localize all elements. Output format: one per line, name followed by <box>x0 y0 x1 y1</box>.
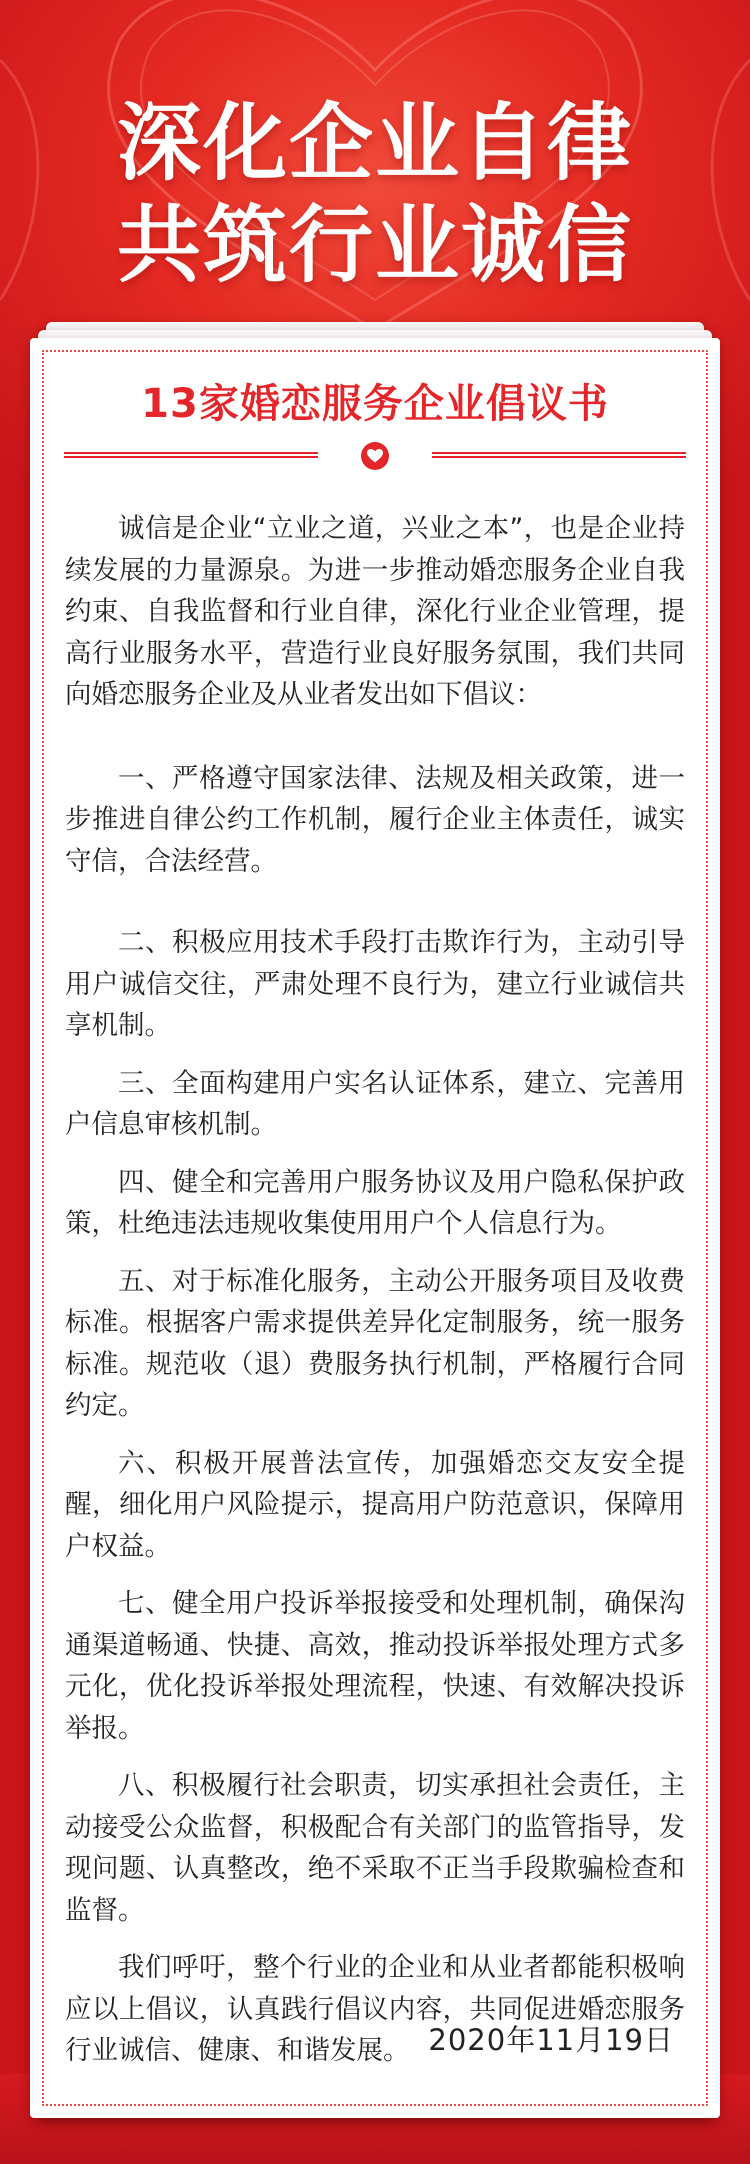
poster-headline <box>0 92 750 296</box>
proposal-item-4: 四、健全和完善用户服务协议及用户隐私保护政策，杜绝违法违规收集使用用户个人信息行为。 <box>65 1166 685 1239</box>
proposal-item-5: 五、对于标准化服务，主动公开服务项目及收费标准。根据客户需求提供差异化定制服务，统一服务标准。规范收（退）费服务执行机制，严格履行合同约定。 <box>65 1265 685 1421</box>
closing-paragraph: 我们呼吁，整个行业的企业和从业者都能积极响应以上倡议，认真践行倡议内容，共同促进婚恋服务行业诚信、健康、和谐发展。 <box>65 1952 685 2066</box>
proposal-item-6: 六、积极开展普法宣传，加强婚恋交友安全提醒，细化用户风险提示，提高用户防范意识，保障用户权益。 <box>65 1447 685 1562</box>
proposal-item-3: 三、全面构建用户实名认证体系，建立、完善用户信息审核机制。 <box>65 1067 685 1140</box>
divider-rule-right <box>432 452 686 458</box>
intro-paragraph: 诚信是企业“立业之道，兴业之本”，也是企业持续发展的力量源泉。为进一步推动婚恋服务企业自我约束、自我监督和行业自律，深化行业企业管理，提高行业服务水平，营造行业良好服务氛围，我们共同向婚恋服务企业及从业者发出如下倡议： <box>65 513 685 710</box>
headline-line-2: 共筑行业诚信 <box>116 196 633 294</box>
divider-rule-left <box>64 452 318 458</box>
proposal-item-8: 八、积极履行社会职责，切实承担社会责任，主动接受公众监督，积极配合有关部门的监管指导，发现问题、认真整改，绝不采取不正当手段欺骗检查和监督。 <box>65 1770 685 1926</box>
title-divider <box>64 448 686 470</box>
proposal-card <box>30 338 720 2118</box>
proposal-item-7: 七、健全用户投诉举报接受和处理机制，确保沟通渠道畅通、快捷、高效，推动投诉举报处理方式多元化，优化投诉举报处理流程，快速、有效解决投诉举报。 <box>65 1588 685 1744</box>
document-body <box>65 508 685 2072</box>
proposal-item-1: 一、严格遵守国家法律、法规及相关政策，进一步推进自律公约工作机制，履行企业主体责任，诚实守信，合法经营。 <box>65 762 685 877</box>
document-date: 2020年11月19日 <box>428 2023 674 2057</box>
heart-icon <box>361 442 389 470</box>
document-title: 13家婚恋服务企业倡议书 <box>141 381 609 427</box>
headline-line-1: 深化企业自律 <box>116 94 633 192</box>
proposal-item-2: 二、积极应用技术手段打击欺诈行为，主动引导用户诚信交往，严肃处理不良行为，建立行业诚信共享机制。 <box>65 927 685 1041</box>
